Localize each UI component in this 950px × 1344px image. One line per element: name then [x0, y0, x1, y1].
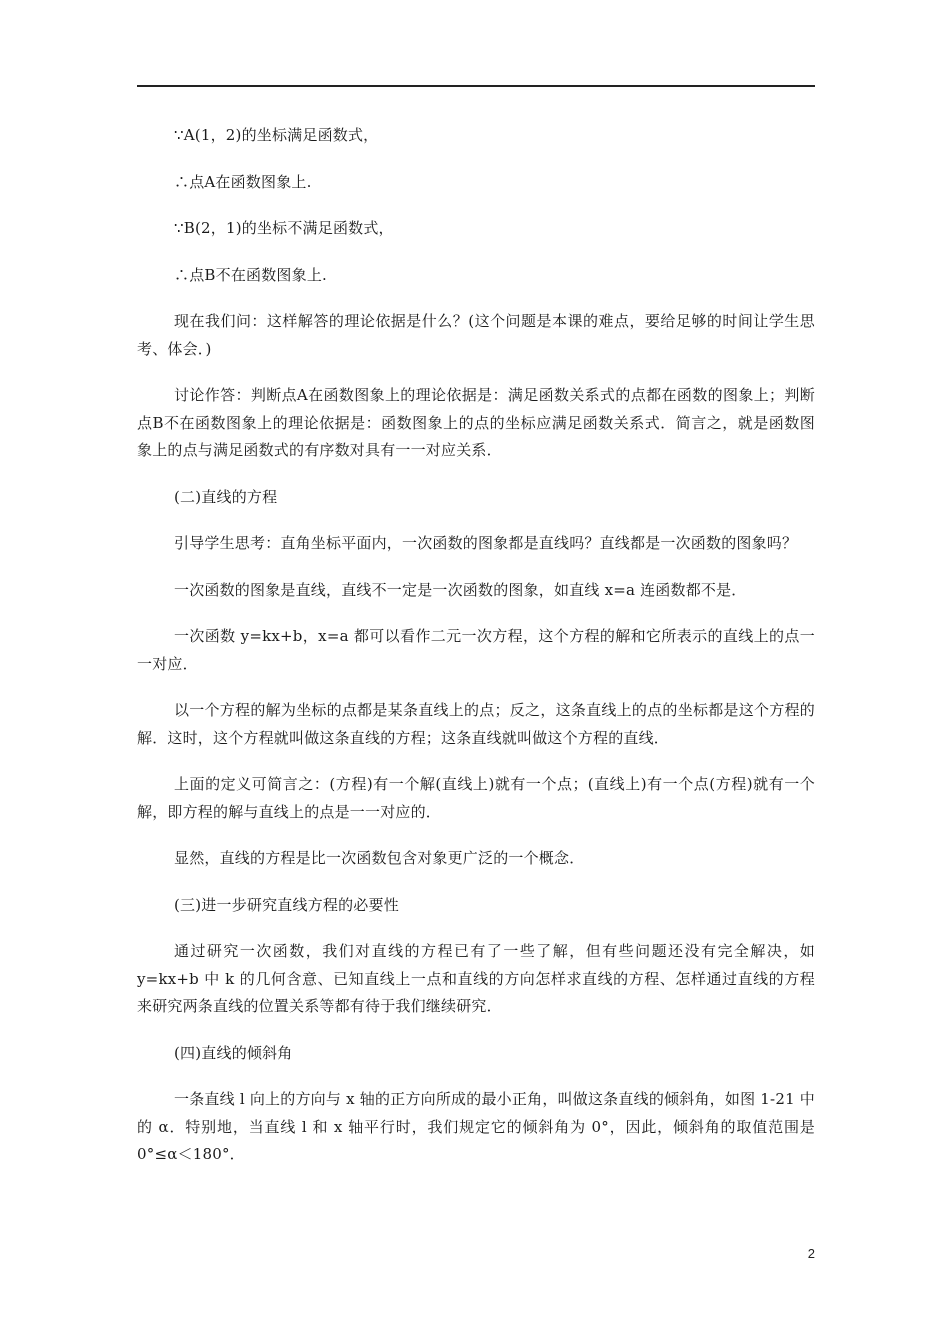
paragraph: 现在我们问：这样解答的理论依据是什么？(这个问题是本课的难点，要给足够的时间让学生思考、体会．) — [137, 312, 815, 358]
document-body — [137, 122, 815, 1169]
section-heading: (三)进一步研究直线方程的必要性 — [174, 895, 399, 914]
paragraph: ∴点B不在函数图象上. — [174, 265, 327, 284]
paragraph: 通过研究一次函数，我们对直线的方程已有了一些了解，但有些问题还没有完全解决，如 y=kx+b 中 k 的几何含意、已知直线上一点和直线的方向怎样求直线的方程、怎样通过直线的方程来研究两条直线的位置关系等都有待于我们继续研究． — [137, 942, 815, 1015]
paragraph: 一次函数 y=kx+b，x=a 都可以看作二元一次方程，这个方程的解和它所表示的直线上的点一一对应． — [137, 627, 815, 673]
paragraph: ∵B(2，1)的坐标不满足函数式， — [174, 219, 394, 237]
paragraph: 显然，直线的方程是比一次函数包含对象更广泛的一个概念． — [174, 849, 585, 867]
paragraph: ∴点A在函数图象上. — [174, 172, 312, 191]
section-heading: (二)直线的方程 — [174, 487, 278, 506]
paragraph: 讨论作答：判断点A在函数图象上的理论依据是：满足函数关系式的点都在函数的图象上；判断点B不在函数图象上的理论依据是：函数图象上的点的坐标应满足函数关系式．简言之，就是函数图象上的点与满足函数式的有序数对具有一一对应关系． — [137, 386, 815, 459]
header-rule — [137, 85, 815, 87]
paragraph: ∵A(1，2)的坐标满足函数式， — [174, 126, 379, 144]
paragraph: 以一个方程的解为坐标的点都是某条直线上的点；反之，这条直线上的点的坐标都是这个方程的解．这时，这个方程就叫做这条直线的方程；这条直线就叫做这个方程的直线． — [137, 701, 815, 747]
paragraph: 上面的定义可简言之：(方程)有一个解(直线上)就有一个点；(直线上)有一个点(方程)就有一个解，即方程的解与直线上的点是一一对应的． — [137, 775, 815, 821]
paragraph: 一条直线 l 向上的方向与 x 轴的正方向所成的最小正角，叫做这条直线的倾斜角，如图 1-21 中的 α．特别地，当直线 l 和 x 轴平行时，我们规定它的倾斜角为 0°，因此，倾斜角的取值范围是 0°≤α＜180°． — [137, 1090, 815, 1163]
page-number: 2 — [807, 1246, 815, 1261]
section-heading: (四)直线的倾斜角 — [174, 1043, 293, 1062]
paragraph: 一次函数的图象是直线，直线不一定是一次函数的图象，如直线 x=a 连函数都不是． — [174, 580, 747, 599]
paragraph: 引导学生思考：直角坐标平面内，一次函数的图象都是直线吗？直线都是一次函数的图象吗？ — [174, 534, 798, 552]
